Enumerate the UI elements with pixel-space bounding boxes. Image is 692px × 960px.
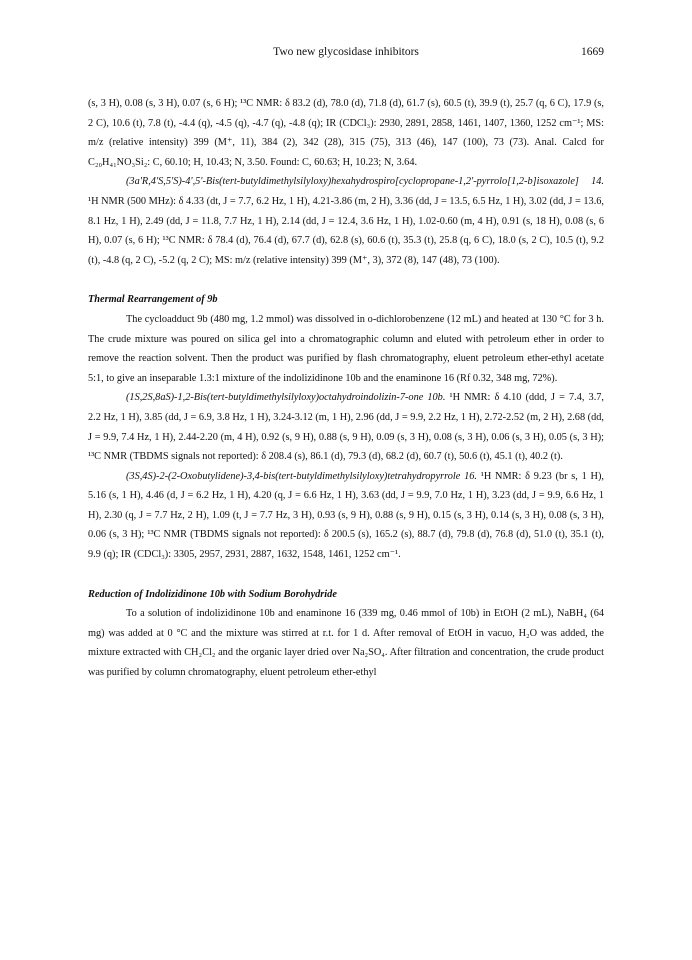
running-title: Two new glycosidase inhibitors	[273, 46, 419, 58]
paragraph-compound-14	[88, 172, 604, 270]
compound-10b-name: (1S,2S,8aS)-1,2-Bis(tert-butyldimethylsilyloxy)octahydroindolizin-7-one 10b.	[126, 392, 446, 404]
section-spacer	[88, 565, 604, 585]
compound-16-data: ¹H NMR: δ 9.23 (br s, 1 H), 5.16 (s, 1 H), 4.46 (d, J = 6.2 Hz, 1 H), 4.20 (q, J = 6.6 Hz, 1 H), 3.63 (dd, J = 9.9, 7.0 Hz, 1 H), 3.23 (dd, J = 9.9, 6.6 Hz, 1 H), 2.30 (q, J = 7.7 Hz, 2 H), 1.09 (t, J = 7.7 Hz, 3 H), 0.93 (s, 9 H), 0.88 (s, 9 H), 0.15 (s, 3 H), 0.14 (s, 3 H), 0.08 (s, 3 H), 0.06 (s, 3 H); ¹³C NMR (TBDMS signals not reported): δ 200.5 (s), 165.2 (s), 88.7 (d), 79.8 (d), 76.8 (d), 51.0 (t), 35.1 (t), 9.9 (q); IR (CDCl₃): 3305, 2957, 2931, 2887, 1632, 1548, 1461, 1252 cm⁻¹.	[88, 470, 604, 561]
compound-14-data: ¹H NMR (500 MHz): δ 4.33 (dt, J = 7.7, 6.2 Hz, 1 H), 4.21-3.86 (m, 2 H), 3.36 (dd, J = 13.5, 6.5 Hz, 1 H), 3.02 (dd, J = 13.6, 8.1 Hz, 1 H), 2.49 (dd, J = 11.8, 7.7 Hz, 1 H), 2.14 (dd, J = 12.4, 3.6 Hz, 1 H), 1.02-0.60 (m, 4 H), 0.91 (s, 18 H), 0.08 (s, 6 H), 0.07 (s, 6 H); ¹³C NMR: δ 78.4 (d), 76.4 (d), 67.7 (d), 62.8 (s), 60.6 (t), 35.3 (t), 25.8 (q, 6 C), 18.0 (s, 2 C), 10.5 (t), 9.2 (t), -4.8 (q, 2 C), -5.2 (q, 2 C); MS: m/z (relative intensity) 399 (M⁺, 3), 372 (8), 147 (48), 73 (100).	[88, 195, 604, 266]
section-heading-reduction: Reduction of Indolizidinone 10b with Sodium Borohydride	[88, 588, 337, 600]
compound-14-name: (3a'R,4'S,5'S)-4',5'-Bis(tert-butyldimethylsilyloxy)hexahydrospiro[cyclopropane-1,2'-pyrrolo[1,2-b]isoxazole] 14.	[126, 176, 604, 188]
section-heading-thermal-rearrangement: Thermal Rearrangement of 9b	[88, 294, 218, 306]
compound-10b-data: ¹H NMR: δ 4.10 (ddd, J = 7.4, 3.7, 2.2 Hz, 1 H), 3.85 (dd, J = 6.9, 3.8 Hz, 1 H), 3.24-3.12 (m, 1 H), 2.96 (dd, J = 9.9, 2.2 Hz, 1 H), 2.72-2.52 (m, 2 H), 2.68 (dd, J = 9.9, 7.4 Hz, 1 H), 2.44-2.20 (m, 4 H), 0.92 (s, 9 H), 0.88 (s, 9 H), 0.09 (s, 3 H), 0.08 (s, 3 H), 0.06 (s, 3 H), 0.05 (s, 3 H); ¹³C NMR (TBDMS signals not reported): δ 208.4 (s), 86.1 (d), 79.3 (d), 68.2 (d), 60.7 (t), 50.6 (t), 45.1 (t), 40.2 (t).	[88, 392, 604, 463]
paragraph-reduction: To a solution of indolizidinone 10b and enaminone 16 (339 mg, 0.46 mmol of 10b) in EtOH (2 mL), NaBH₄ (64 mg) was added at 0 °C and the mixture was stirred at r.t. for 1 d. After removal of EtOH in vacuo, H₂O was added, the mixture extracted with CH₂Cl₂ and the organic layer dried over Na₂SO₄. After filtration and concentration, the crude product was purified by column chromatography, eluent petroleum ether-ethyl	[88, 608, 604, 679]
running-head	[88, 46, 604, 62]
section-spacer	[88, 270, 604, 290]
article-body	[88, 94, 604, 683]
paragraph-spectral-data-continued: (s, 3 H), 0.08 (s, 3 H), 0.07 (s, 6 H); ¹³C NMR: δ 83.2 (d), 78.0 (d), 71.8 (d), 61.7 (s), 60.5 (t), 39.9 (t), 25.7 (q, 6 C), 17.9 (s, 2 C), 10.6 (t), 7.8 (t), -4.4 (q), -4.5 (q), -4.7 (q), -4.8 (q); IR (CDCl₃): 2930, 2891, 2858, 1461, 1407, 1360, 1252 cm⁻¹; MS: m/z (relative intensity) 399 (M⁺, 11), 384 (2), 342 (28), 315 (75), 313 (46), 147 (100), 73 (73). Anal. Calcd for C₂₀H₄₁NO₃Si₂: C, 60.10; H, 10.43; N, 3.50. Found: C, 60.63; H, 10.23; N, 3.64.	[88, 98, 604, 168]
compound-16-name: (3S,4S)-2-(2-Oxobutylidene)-3,4-bis(tert-butyldimethylsilyloxy)tetrahydropyrrole 16.	[126, 470, 477, 482]
paragraph-compound-16	[88, 467, 604, 565]
page-number: 1669	[581, 46, 604, 58]
paragraph-compound-10b	[88, 388, 604, 466]
paragraph-thermal-rearrangement: The cycloadduct 9b (480 mg, 1.2 mmol) was dissolved in o-dichlorobenzene (12 mL) and heated at 130 °C for 3 h. The crude mixture was poured on silica gel into a chromatographic column and eluted with petroleum ether in order to remove the reaction solvent. Then the product was purified by flash chromatography, eluent petroleum ether-ethyl acetate 5:1, to give an inseparable 1.3:1 mixture of the indolizidinone 10b and the enaminone 16 (Rf 0.32, 348 mg, 72%).	[88, 313, 604, 384]
